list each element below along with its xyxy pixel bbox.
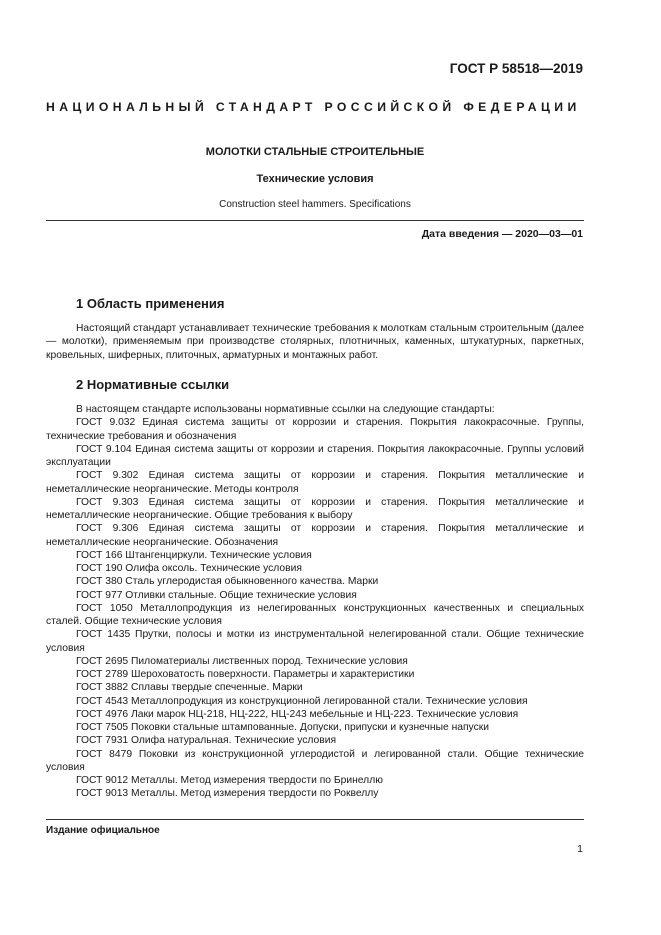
reference-item: ГОСТ 190 Олифа оксоль. Технические условия [76, 563, 302, 574]
reference-item: ГОСТ 9013 Металлы. Метод измерения твердости по Роквеллу [76, 788, 379, 800]
reference-item: ГОСТ 166 Штангенциркули. Технические условия [76, 549, 312, 561]
scope-text: Настоящий стандарт устанавливает технические требования к молоткам стальным строительным (далее — молотки), применяемым при производстве столярных, плотничных, каменных, штукатурных, паркетных, кровельных, шиферных, плиточных, арматурных и монтажных работ. [46, 323, 584, 361]
official-edition-label: Издание официальное [46, 825, 160, 836]
reference-item: ГОСТ 9.032 Единая система защиты от коррозии и старения. Покрытия лакокрасочные. Группы, технические требования и обозначения [46, 417, 584, 442]
divider [46, 220, 584, 221]
introduction-date: Дата введения — 2020—03—01 [421, 228, 583, 240]
page-number: 1 [577, 843, 583, 855]
footer-divider [46, 819, 584, 820]
reference-item: ГОСТ 4976 Лаки марок НЦ-218, НЦ-222, НЦ-243 мебельные и НЦ-223. Технические условия [76, 708, 519, 720]
reference-item: ГОСТ 8479 Поковки из конструкционной углеродистой и легированной стали. Общие технические условия [46, 748, 584, 773]
references-list [46, 403, 584, 801]
document-code: ГОСТ Р 58518—2019 [449, 61, 583, 76]
reference-item: ГОСТ 9.306 Единая система защиты от коррозии и старения. Покрытия металлические и неметаллические неорганические. Обозначения [46, 523, 584, 548]
reference-item: ГОСТ 9.302 Единая система защиты от коррозии и старения. Покрытия металлические и неметаллические неорганические. Методы контроля [46, 470, 584, 495]
section-heading-references: 2 Нормативные ссылки [76, 377, 230, 392]
reference-item: ГОСТ 9.104 Единая система защиты от коррозии и старения. Покрытия лакокрасочные. Группы условий эксплуатации [46, 443, 584, 468]
english-title: Construction steel hammers. Specifications [219, 199, 411, 210]
scope-paragraph [46, 322, 584, 362]
reference-item: ГОСТ 380 Сталь углеродистая обыкновенного качества. Марки [76, 576, 379, 588]
document-title: МОЛОТКИ СТАЛЬНЫЕ СТРОИТЕЛЬНЫЕ [205, 146, 425, 158]
reference-item: ГОСТ 9.303 Единая система защиты от коррозии и старения. Покрытия металлические и неметаллические неорганические. Общие требования к выбору [46, 496, 584, 521]
reference-item: ГОСТ 1050 Металлопродукция из нелегированных конструкционных качественных и специальных сталей. Общие технические условия [46, 602, 584, 627]
reference-item: ГОСТ 2789 Шероховатость поверхности. Параметры и характеристики [76, 669, 415, 680]
reference-item: ГОСТ 7931 Олифа натуральная. Технические условия [76, 735, 337, 747]
reference-item: ГОСТ 1435 Прутки, полосы и мотки из инструментальной нелегированной стали. Общие технические условия [46, 629, 584, 654]
reference-item: ГОСТ 9012 Металлы. Метод измерения твердости по Бринеллю [76, 775, 383, 786]
section-heading-scope: 1 Область применения [76, 296, 225, 311]
reference-item: ГОСТ 3882 Сплавы твердые спеченные. Марки [76, 682, 303, 694]
reference-item: ГОСТ 2695 Пиломатериалы лиственных пород. Технические условия [76, 655, 408, 667]
references-intro: В настоящем стандарте использованы нормативные ссылки на следующие стандарты: [76, 404, 495, 415]
national-standard-label: НАЦИОНАЛЬНЫЙ СТАНДАРТ РОССИЙСКОЙ ФЕДЕРАЦИИ [46, 100, 581, 114]
reference-item: ГОСТ 4543 Металлопродукция из конструкционной легированной стали. Технические условия [76, 695, 528, 707]
reference-item: ГОСТ 977 Отливки стальные. Общие технические условия [76, 589, 357, 601]
document-subtitle: Технические условия [256, 173, 374, 185]
reference-item: ГОСТ 7505 Поковки стальные штампованные. Допуски, припуски и кузнечные напуски [76, 722, 489, 733]
